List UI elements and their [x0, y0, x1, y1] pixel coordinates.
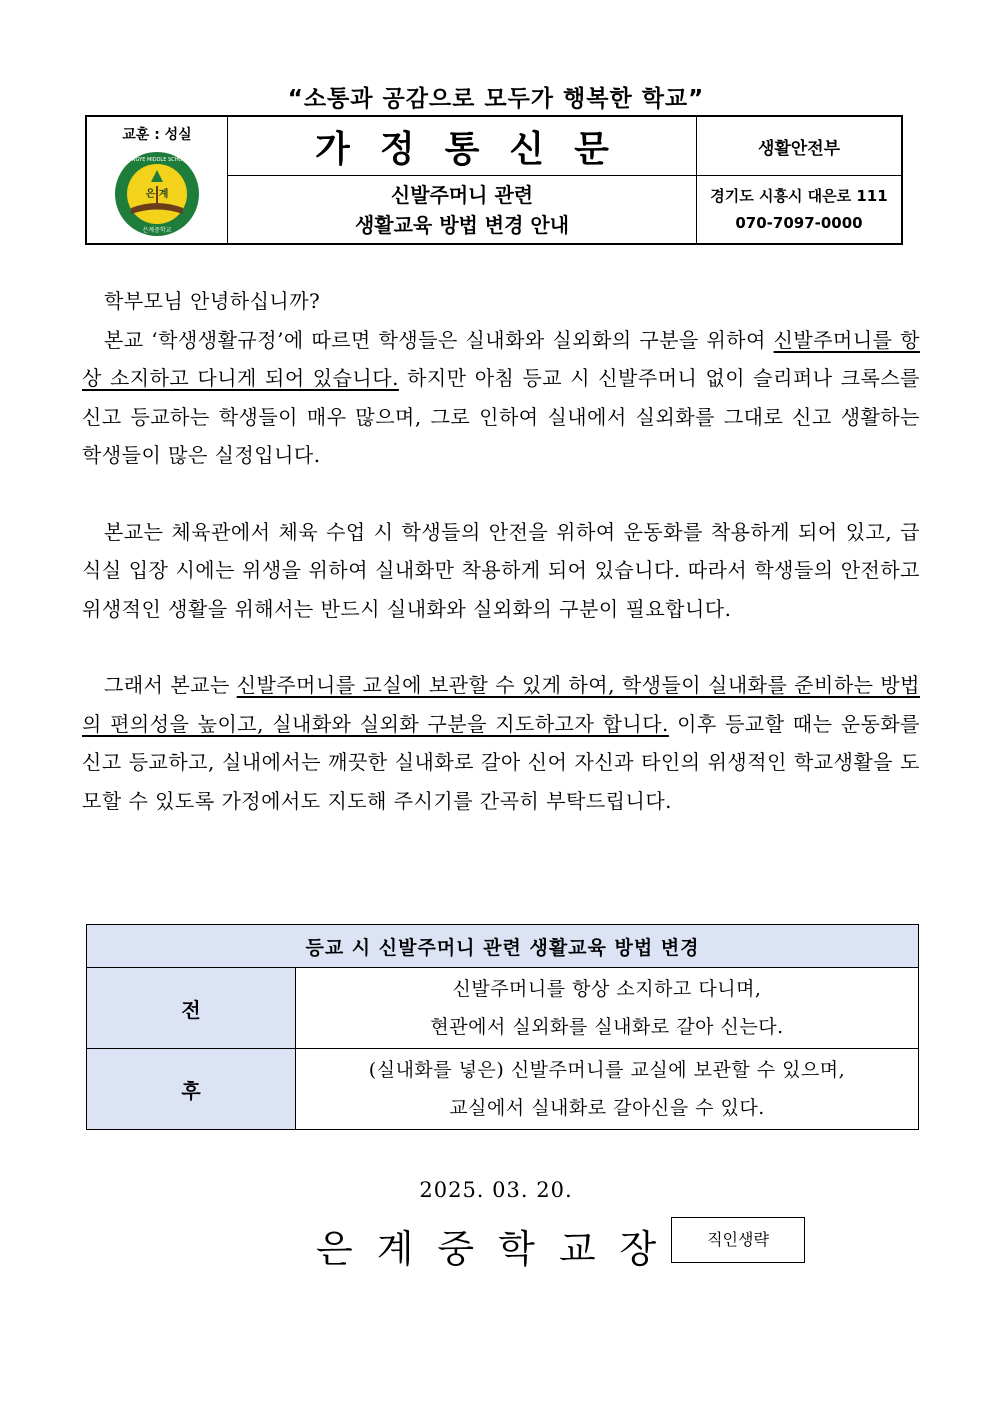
change-table: [86, 924, 919, 1130]
paragraph-1-text-b: 하지만 아침 등교 시 신발주머니 없이 슬리퍼나 크록스를 신고 등교하는 학생들이 매우 많으며, 그로 인하여 실내에서 실외화를 그대로 신고 생활하는 학생들이 많은 실정입니다.: [82, 366, 920, 467]
after-line-1: (실내화를 넣은) 신발주머니를 교실에 보관할 수 있으며,: [368, 1059, 846, 1081]
change-table-heading: 등교 시 신발주머니 관련 생활교육 방법 변경: [87, 925, 919, 968]
paragraph-1-text-a: 본교 ‘학생생활규정’에 따르면 학생들은 실내화와 실외화의 구분을 위하여: [104, 327, 774, 352]
after-line-2: 교실에서 실내화로 갈아신을 수 있다.: [449, 1097, 765, 1119]
before-line-1: 신발주머니를 항상 소지하고 다니며,: [452, 978, 762, 1000]
before-line-2: 현관에서 실외화를 실내화로 갈아 신는다.: [430, 1016, 784, 1038]
department: 생활안전부: [697, 116, 903, 176]
school-motto: 교훈 : 성실: [122, 127, 192, 143]
issue-date: 2025. 03. 20.: [419, 1178, 573, 1202]
subtitle-line-1: 신발주머니 관련: [390, 182, 534, 207]
paragraph-3: [82, 666, 920, 820]
paragraph-3-text-a: 그래서 본교는: [104, 673, 237, 697]
paragraph-2: 본교는 체육관에서 체육 수업 시 학생들의 안전을 위하여 운동화를 착용하게 되어 있고, 급식실 입장 시에는 위생을 위하여 실내화만 착용하게 되어 있습니다. 따라서 학생들의 안전하고 위생적인 생활을 위해서는 반드시 실내화와 실외화의 구분이 필요합니다.: [82, 519, 920, 621]
paragraph-1: [82, 321, 920, 475]
contact-info: [697, 176, 903, 245]
page-title: 가정통신문: [228, 116, 697, 176]
principal-name: 은계중학교장: [316, 1227, 681, 1271]
school-phone: 070-7097-0000: [735, 213, 863, 232]
subtitle-line-2: 생활교육 방법 변경 안내: [354, 212, 570, 237]
after-label: 후: [87, 1049, 296, 1130]
paragraph-3-underline: 신발주머니를 교실에 보관할 수 있게 하여, 학생들이 실내화를 준비하는 방법의 편의성을 높이고, 실내화와 실외화 구분을 지도하고자 합니다.: [82, 673, 920, 736]
letter-header: [85, 115, 903, 245]
school-motto-cell: [86, 116, 228, 244]
seal-omitted-box: 직인생략: [671, 1217, 805, 1263]
letter-body: [82, 282, 920, 820]
subtitle: [228, 176, 697, 245]
logo-ring-text-bottom: 은계중학교: [142, 227, 172, 234]
school-logo-icon: [113, 150, 201, 238]
school-slogan: “소통과 공감으로 모두가 행복한 학교”: [287, 86, 705, 112]
after-content: [296, 1049, 919, 1130]
logo-ring-text-top: EUNGYE MIDDLE SCHOOL: [124, 157, 190, 163]
paragraph-1-underline: 신발주머니를 항상 소지하고 다니게 되어 있습니다.: [82, 327, 920, 390]
paragraph-3-text-b: 이후 등교할 때는 운동화를 신고 등교하고, 실내에서는 깨끗한 실내화로 갈아 신어 자신과 타인의 위생적인 학교생활을 도모할 수 있도록 가정에서도 지도해 주시기를 간곡히 부탁드립니다.: [82, 711, 920, 813]
before-content: [296, 968, 919, 1049]
before-label: 전: [87, 968, 296, 1049]
greeting: 학부모님 안녕하십니까?: [104, 289, 321, 313]
school-address: 경기도 시흥시 대은로 111: [710, 186, 888, 205]
logo-center-text: 은 계: [145, 189, 169, 200]
